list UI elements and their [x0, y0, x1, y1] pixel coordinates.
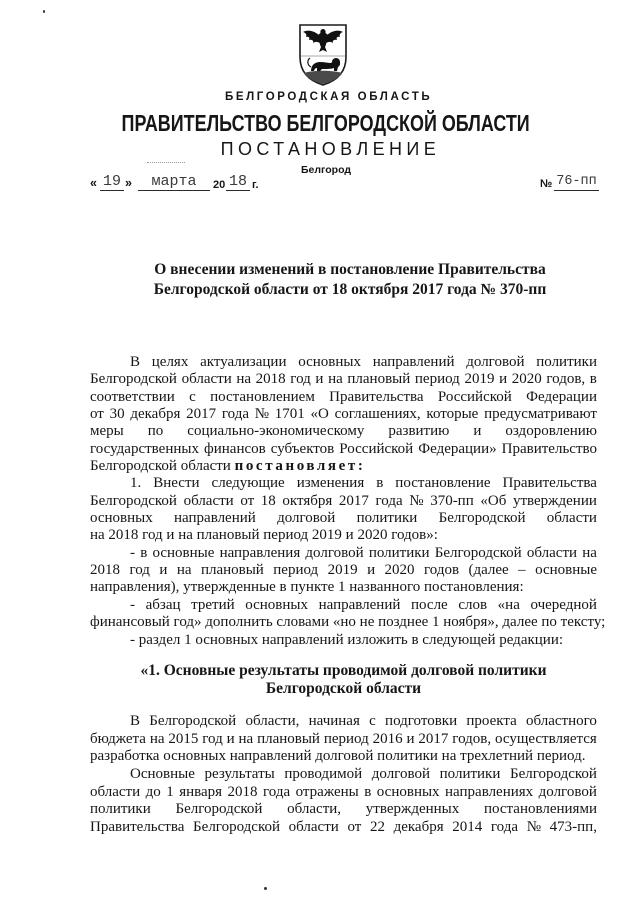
word: политики — [356, 510, 418, 527]
word: В — [130, 354, 141, 370]
word: актуализации — [200, 354, 287, 370]
text-line — [90, 493, 597, 510]
title-line: О внесении изменений в постановление Правительства — [154, 261, 546, 278]
word: постановлением — [210, 388, 315, 405]
word: 2016 — [372, 730, 403, 747]
word: долговой — [538, 783, 597, 800]
word: основных — [376, 783, 440, 800]
word: и — [499, 371, 508, 388]
word: абзац — [145, 596, 181, 613]
word: на — [582, 544, 597, 561]
text-line — [90, 801, 597, 819]
word: направлений — [318, 596, 401, 613]
text-line — [90, 441, 597, 458]
text-line — [90, 354, 597, 371]
word: основные — [535, 562, 597, 579]
word: следующие — [211, 475, 285, 492]
title-line: Белгородской области от 18 октября 2017 года № 370-пп — [153, 281, 547, 298]
word: политики — [90, 801, 151, 818]
word: 18 — [260, 492, 276, 509]
word: 370-пп — [430, 492, 474, 509]
word: - — [130, 596, 135, 613]
date-month-field: марта — [138, 173, 210, 191]
word: на — [176, 562, 192, 579]
word: в — [376, 475, 384, 492]
word: 2018 — [255, 371, 286, 388]
word: в — [589, 371, 597, 388]
word: после — [411, 596, 448, 613]
text-line — [90, 766, 597, 784]
word: проекта — [466, 713, 517, 729]
word: социально-экономическому — [187, 423, 365, 440]
resolves-word: постановляет: — [234, 458, 366, 475]
word: осуществляется — [494, 730, 597, 747]
preamble-last-text: Белгородской области — [90, 458, 231, 475]
text-line — [90, 713, 597, 731]
word: долговой — [466, 354, 525, 370]
text-line — [90, 423, 597, 440]
word: 2020 — [511, 371, 542, 388]
word: предусматривают — [484, 406, 597, 423]
word: – — [518, 562, 526, 579]
word: период — [323, 730, 369, 747]
word: слов — [458, 596, 488, 613]
word: и — [367, 562, 376, 579]
word: направления — [219, 544, 301, 561]
word: развитию — [388, 423, 450, 440]
word: Правительства — [329, 388, 424, 405]
scan-mark — [43, 10, 45, 13]
section-heading-line: Белгородской области — [265, 680, 422, 697]
word: «Об — [480, 492, 507, 509]
word: января — [179, 783, 223, 800]
region-name: БЕЛГОРОДСКАЯ ОБЛАСТЬ — [224, 91, 433, 103]
dotted-guide-line — [147, 162, 185, 163]
word: (далее — [468, 562, 509, 579]
word: долговой — [371, 766, 430, 783]
belgorod-coat-of-arms-icon — [298, 23, 348, 87]
word: № — [254, 406, 270, 423]
word: плановый — [347, 371, 411, 388]
date-year-field: 18 — [226, 173, 250, 191]
word: на — [328, 371, 343, 388]
document-type: ПОСТАНОВЛЕНИЕ — [220, 139, 441, 159]
word: декабря — [130, 406, 181, 423]
word: - — [130, 544, 135, 561]
word: долговой — [277, 510, 336, 527]
word: основных — [245, 596, 308, 613]
text-line — [90, 458, 597, 475]
word: 2018 — [90, 562, 120, 579]
word: Белгородской — [438, 510, 526, 527]
word: плановый — [200, 562, 264, 579]
word: очередной — [530, 596, 597, 613]
word: год — [290, 371, 311, 388]
word: 30 — [109, 406, 125, 423]
word: № — [526, 819, 541, 836]
word: Правительство — [501, 440, 597, 457]
word: Белгородской — [193, 819, 280, 836]
number-sign: № — [540, 178, 553, 190]
word: области — [288, 819, 339, 836]
word: политики — [439, 766, 501, 783]
word: в — [364, 783, 372, 800]
word: от — [347, 819, 362, 836]
word: 2019 — [327, 562, 358, 579]
word: Белгородской — [90, 492, 177, 509]
text-line — [90, 731, 597, 749]
city-name: Белгород — [300, 164, 352, 176]
word: результаты — [204, 766, 275, 783]
scan-mark — [264, 887, 267, 890]
word: «на — [497, 596, 520, 613]
word: год — [129, 562, 150, 579]
word: в — [140, 544, 148, 561]
word: Белгородской — [175, 801, 263, 818]
word: направлениях — [445, 783, 534, 800]
text-line: направления), утвержденные в пункте 1 названного постановления: — [90, 579, 524, 596]
word: 2017 — [186, 406, 217, 423]
word: и — [226, 730, 235, 747]
body-block — [90, 354, 606, 649]
word: Федерации — [526, 388, 597, 405]
word: 1701 — [274, 406, 305, 423]
text-line — [90, 545, 597, 562]
word: от — [240, 492, 255, 509]
word: период — [273, 562, 319, 579]
word: политики — [536, 354, 597, 370]
word: с — [369, 713, 376, 729]
word: оздоровлению — [505, 423, 597, 440]
word: Белгородской — [510, 766, 597, 783]
word: года — [375, 492, 403, 509]
word: год — [202, 730, 223, 747]
word: Внести — [153, 475, 200, 492]
word: подготовки — [385, 713, 458, 729]
word: основные — [152, 544, 215, 561]
word: на — [149, 730, 165, 747]
text-line — [90, 406, 597, 423]
word: проводимой — [284, 766, 363, 783]
document-title — [100, 260, 600, 300]
word: 2018 — [227, 783, 258, 800]
word: области, — [245, 713, 300, 729]
authority-name — [12, 110, 640, 140]
word: В — [130, 713, 141, 729]
word: «О — [310, 406, 329, 423]
word: области — [90, 783, 141, 800]
text-line — [90, 510, 597, 527]
text-line — [90, 371, 597, 388]
word: Белгородской — [434, 544, 522, 561]
word: третий — [191, 596, 235, 613]
word: и — [473, 423, 482, 440]
word: Белгородской — [149, 713, 237, 729]
word: соглашениях, — [334, 406, 421, 423]
text-line: на 2018 год и на плановый период 2019 и 2020 годов»: — [90, 527, 438, 544]
word: № — [409, 492, 424, 509]
word: 473-пп, — [549, 819, 597, 836]
word: на — [238, 730, 254, 747]
date-day-field: 19 — [100, 173, 124, 191]
word: областного — [525, 713, 597, 729]
section-heading — [90, 662, 597, 698]
date-year-unit: г. — [252, 179, 259, 191]
document-number-field: 76-пп — [554, 173, 599, 191]
word: 1 — [166, 783, 174, 800]
word: области — [526, 544, 578, 561]
word: начиная — [308, 713, 360, 729]
word: политики — [368, 544, 430, 561]
word: 2019 — [464, 371, 495, 388]
word: плановый — [257, 730, 320, 747]
word: года — [490, 819, 519, 836]
word: постановление — [395, 475, 491, 492]
text-line — [90, 475, 597, 492]
word: государственных — [90, 440, 199, 457]
section-heading-line: «1. Основные результаты проводимой долговой политики — [140, 662, 547, 679]
word: изменения — [296, 475, 365, 492]
text-line — [90, 597, 597, 614]
word: области — [183, 492, 234, 509]
word: годов — [423, 562, 460, 579]
word: бюджета — [90, 730, 146, 747]
word: года — [221, 406, 249, 423]
word: и — [159, 562, 168, 579]
word: года — [263, 783, 291, 800]
word: Российской — [339, 440, 414, 457]
word: на — [236, 371, 252, 388]
word: от — [90, 406, 104, 423]
word: Российской — [437, 388, 512, 405]
word: субъектов — [270, 440, 335, 457]
word: по — [147, 423, 164, 440]
body-block — [90, 713, 597, 837]
word: Федерации» — [418, 440, 497, 457]
word: основных — [298, 354, 361, 370]
word: меры — [90, 423, 124, 440]
word: октября — [282, 492, 333, 509]
text-line: разработка основных направлений долговой политики на трехлетний период. — [90, 748, 586, 765]
word: декабря — [393, 819, 444, 836]
word: период — [414, 371, 460, 388]
word: до — [145, 783, 161, 800]
word: области — [181, 371, 232, 388]
word: направлений — [372, 354, 455, 370]
word: 1. — [130, 475, 142, 492]
word: Правительства — [502, 475, 597, 492]
word: долговой — [305, 544, 364, 561]
word: утверждении — [512, 492, 597, 509]
word: 2017 — [418, 730, 449, 747]
word: и — [315, 371, 324, 388]
word: соответствии — [90, 388, 175, 405]
authority-name-text: ПРАВИТЕЛЬСТВО БЕЛГОРОДСКОЙ ОБЛАСТИ — [121, 110, 531, 136]
word: 2014 — [452, 819, 483, 836]
word: постановлениями — [483, 801, 597, 818]
text-line — [90, 562, 597, 579]
word: области — [546, 510, 597, 527]
word: Белгородской — [90, 371, 177, 388]
word: 2017 — [338, 492, 369, 509]
word: 2020 — [384, 562, 415, 579]
word: Правительства — [90, 819, 185, 836]
text-line — [90, 819, 597, 837]
word: основных — [90, 510, 153, 527]
text-line: финансовый год» дополнить словами «но не позднее 1 ноября», далее по тексту; — [90, 614, 606, 631]
word: 2015 — [168, 730, 199, 747]
date-year-prefix: 20 — [213, 179, 226, 191]
word: области, — [287, 801, 342, 818]
word: годов, — [546, 371, 586, 388]
date-close-quote: » — [125, 176, 132, 190]
date-open-quote: « — [90, 176, 97, 190]
text-line: - раздел 1 основных направлений изложить в следующей редакции: — [130, 631, 564, 648]
word: финансов — [204, 440, 266, 457]
word: отражены — [295, 783, 359, 800]
word: целях — [151, 354, 189, 370]
word: с — [189, 388, 196, 405]
word: 22 — [369, 819, 385, 836]
text-line — [90, 389, 597, 406]
word: годов, — [452, 730, 492, 747]
word: направлений — [174, 510, 256, 527]
word: которые — [426, 406, 479, 423]
word: и — [406, 730, 415, 747]
text-line — [90, 784, 597, 802]
word: утвержденных — [365, 801, 460, 818]
word: Основные — [130, 766, 195, 783]
